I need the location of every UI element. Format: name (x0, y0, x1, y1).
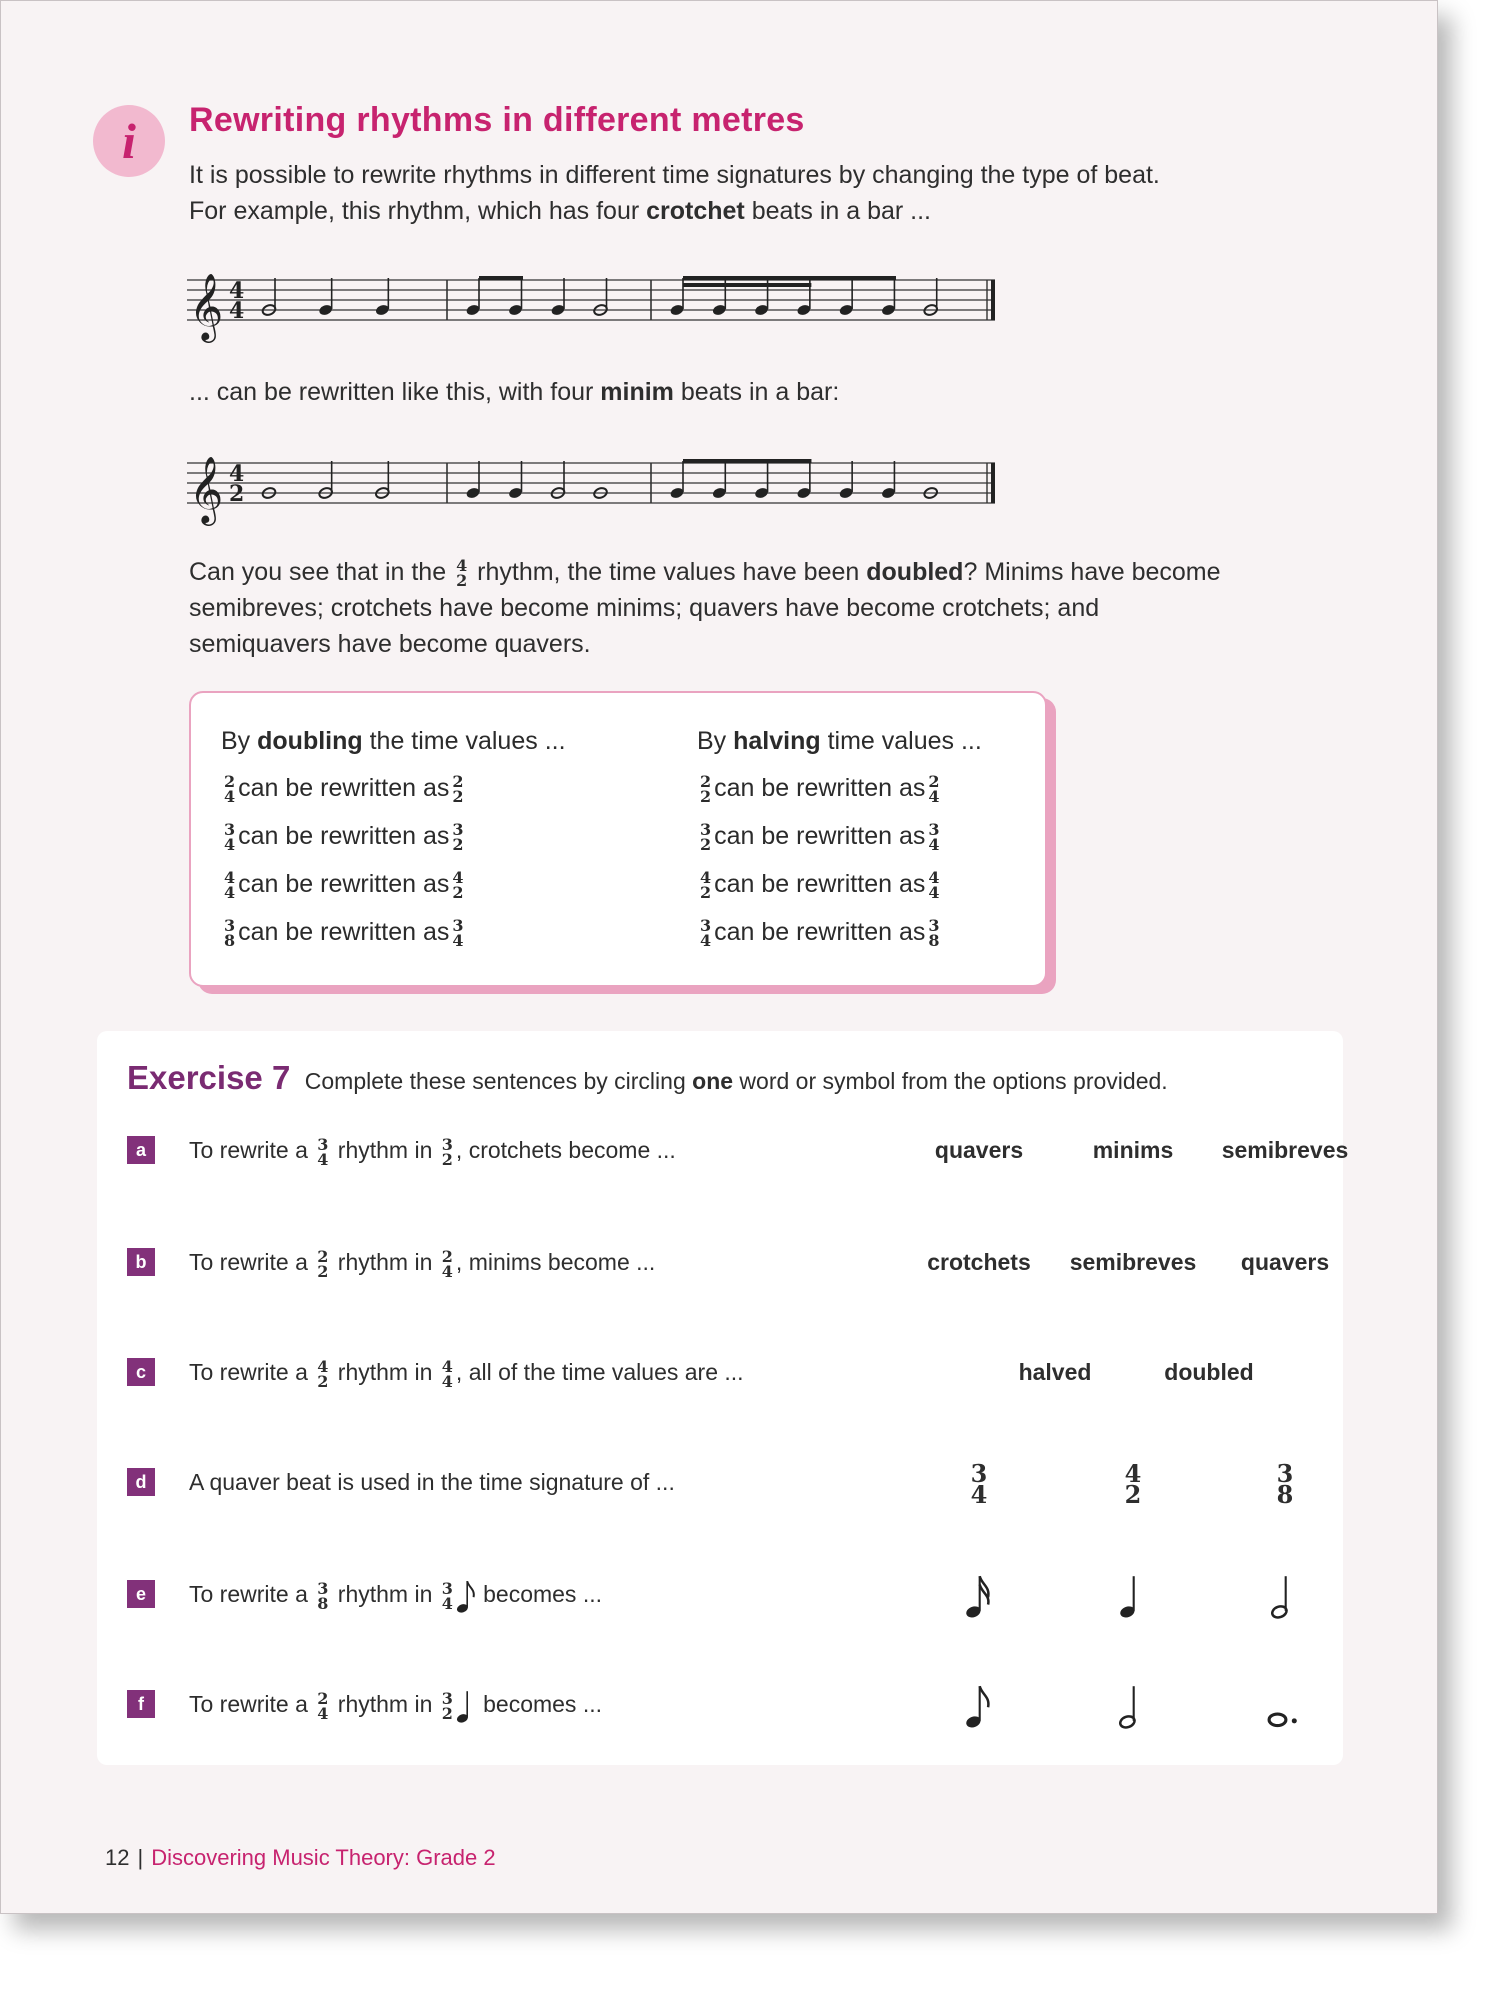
column-heading: By halving time values ... (697, 727, 982, 755)
time-signature: 4 2 (700, 868, 712, 903)
answer-option[interactable]: crotchets (927, 1249, 1031, 1275)
time-signature: 2 2 (700, 772, 712, 807)
time-signature: 3 8 (1276, 1459, 1294, 1509)
section-title: Rewriting rhythms in different metres (189, 101, 805, 139)
doubling-column (221, 723, 566, 962)
exercise-question (127, 1459, 1343, 1509)
time-signature: 2 4 (224, 772, 236, 807)
final-barline-thick (991, 280, 995, 320)
question-text: To rewrite a 4 2 rhythm in 4 4 , all of the time values are ... (189, 1356, 744, 1391)
answer-option-semiquaver-note-icon[interactable] (909, 1571, 1049, 1621)
answer-option[interactable]: semibreves (1221, 1137, 1349, 1163)
time-signature-bottom: 2 (229, 481, 245, 507)
answer-option-time-signature[interactable] (1063, 1459, 1203, 1509)
info-icon: i (93, 105, 165, 177)
time-signature: 2 4 (441, 1246, 453, 1281)
time-signature: 3 2 (452, 820, 464, 855)
time-signature: 3 2 (441, 1134, 453, 1169)
time-signature: 2 2 (317, 1246, 329, 1281)
rewrite-caption: ... can be rewritten like this, with four minim beats in a bar: (189, 378, 840, 406)
time-signature: 3 4 (928, 820, 940, 855)
time-signature: 4 2 (1124, 1459, 1142, 1509)
exercise-question (127, 1239, 1343, 1289)
page-number: 12 (105, 1845, 130, 1870)
note-beam (683, 459, 811, 463)
answer-option[interactable]: doubled (1164, 1359, 1254, 1385)
time-signature-top: 4 (229, 461, 245, 487)
question-text: A quaver beat is used in the time signature of ... (189, 1469, 675, 1495)
time-signature: 4 4 (224, 868, 236, 903)
rewrite-rule: 4 2 can be rewritten as 4 4 (700, 868, 940, 903)
exercise-label: Exercise 7 (127, 1059, 291, 1096)
comparison-box (189, 691, 1047, 987)
rewrite-rule: 3 4 can be rewritten as 3 2 (224, 820, 464, 855)
time-signature: 3 4 (441, 1578, 453, 1613)
question-letter: c (127, 1358, 155, 1386)
note-beam (683, 283, 811, 287)
answer-option[interactable]: minims (1092, 1137, 1174, 1163)
answer-option-time-signature[interactable] (1215, 1459, 1355, 1509)
exercise-question (127, 1349, 1343, 1399)
time-signature: 3 4 (317, 1134, 329, 1169)
rewrite-rule: 3 2 can be rewritten as 3 4 (700, 820, 940, 855)
time-signature: 4 4 (928, 868, 940, 903)
exercise-question (127, 1681, 1343, 1731)
time-signature: 3 4 (452, 916, 464, 951)
answer-option-dotted-semibreve-note-icon[interactable] (1215, 1681, 1355, 1731)
book-title: Discovering Music Theory: Grade 2 (151, 1845, 496, 1870)
rewrite-rule: 3 8 can be rewritten as 3 4 (224, 916, 464, 951)
answer-option-quaver-note-icon[interactable] (909, 1681, 1049, 1731)
time-signature: 2 4 (317, 1688, 329, 1723)
final-barline-thick (991, 463, 995, 503)
question-letter: e (127, 1580, 155, 1608)
exercise-panel (97, 1031, 1349, 1765)
answer-option[interactable]: halved (1018, 1359, 1092, 1385)
time-signature: 3 4 (700, 916, 712, 951)
time-signature: 2 4 (928, 772, 940, 807)
exercise-question (127, 1571, 1343, 1621)
column-heading: By doubling the time values ... (221, 727, 566, 755)
question-letter: f (127, 1690, 155, 1718)
question-text: To rewrite a 2 4 rhythm in 3 2 becomes ... (189, 1688, 602, 1723)
exercise-question (127, 1127, 1349, 1177)
page-footer (105, 1845, 496, 1871)
question-text: To rewrite a 3 8 rhythm in 3 4 becomes ... (189, 1578, 602, 1613)
treble-clef-icon: 𝄞 (189, 272, 224, 340)
time-signature: 3 2 (700, 820, 712, 855)
question-text: To rewrite a 2 2 rhythm in 2 4 , minims become ... (189, 1246, 656, 1281)
footer-separator: | (137, 1845, 144, 1870)
answer-option-time-signature[interactable] (909, 1459, 1049, 1509)
rewrite-rule: 2 4 can be rewritten as 2 2 (224, 772, 464, 807)
exercise-instructions: Complete these sentences by circling one word or symbol from the options provided. (304, 1068, 1168, 1094)
rewrite-rule: 2 2 can be rewritten as 2 4 (700, 772, 940, 807)
answer-option-crotchet-note-icon[interactable] (1063, 1571, 1203, 1621)
answer-option[interactable]: semibreves (1069, 1249, 1197, 1275)
rewrite-rule: 3 4 can be rewritten as 3 8 (700, 916, 940, 951)
time-signature: 4 4 (441, 1356, 453, 1391)
question-letter: d (127, 1468, 155, 1496)
question-text: To rewrite a 3 4 rhythm in 3 2 , crotchets become ... (189, 1134, 676, 1169)
note-beam (479, 276, 523, 280)
time-signature: 3 2 (441, 1688, 453, 1723)
time-signature-bottom: 4 (229, 298, 245, 324)
answer-option[interactable]: quavers (1240, 1249, 1330, 1275)
time-signature: 4 2 (452, 868, 464, 903)
time-signature: 3 8 (317, 1578, 329, 1613)
treble-clef-icon: 𝄞 (189, 455, 224, 523)
time-signature: 3 8 (928, 916, 940, 951)
answer-option[interactable]: quavers (934, 1137, 1024, 1163)
rewrite-rule: 4 4 can be rewritten as 4 2 (224, 868, 464, 903)
time-signature: 3 8 (224, 916, 236, 951)
answer-option-minim-note-icon[interactable] (1215, 1571, 1355, 1621)
music-staff-crotchet-beats (187, 256, 1001, 348)
music-staff-minim-beats (187, 439, 1001, 531)
time-signature: 2 2 (452, 772, 464, 807)
question-letter: b (127, 1248, 155, 1276)
time-signature: 3 4 (970, 1459, 988, 1509)
quaver-note-icon (456, 1581, 477, 1607)
intro-line-2: For example, this rhythm, which has four crotchet beats in a bar ... (189, 197, 931, 225)
time-signature: 4 2 (456, 556, 468, 591)
halving-column (697, 723, 982, 962)
note-beam (683, 276, 896, 280)
answer-option-minim-note-icon[interactable] (1063, 1681, 1203, 1731)
time-signature: 3 4 (224, 820, 236, 855)
intro-line-1: It is possible to rewrite rhythms in different time signatures by changing the type of beat. (189, 161, 1160, 189)
question-letter: a (127, 1136, 155, 1164)
exercise-header (127, 1059, 1168, 1097)
time-signature: 4 2 (317, 1356, 329, 1391)
time-signature-top: 4 (229, 278, 245, 304)
explanation-paragraph: Can you see that in the 4 2 rhythm, the time values have been doubled? Minims have become semibreves; crotchets have become minims; quavers have become crotchets; and semiquavers have become quavers. (189, 556, 1221, 658)
crotchet-note-icon (456, 1691, 477, 1717)
